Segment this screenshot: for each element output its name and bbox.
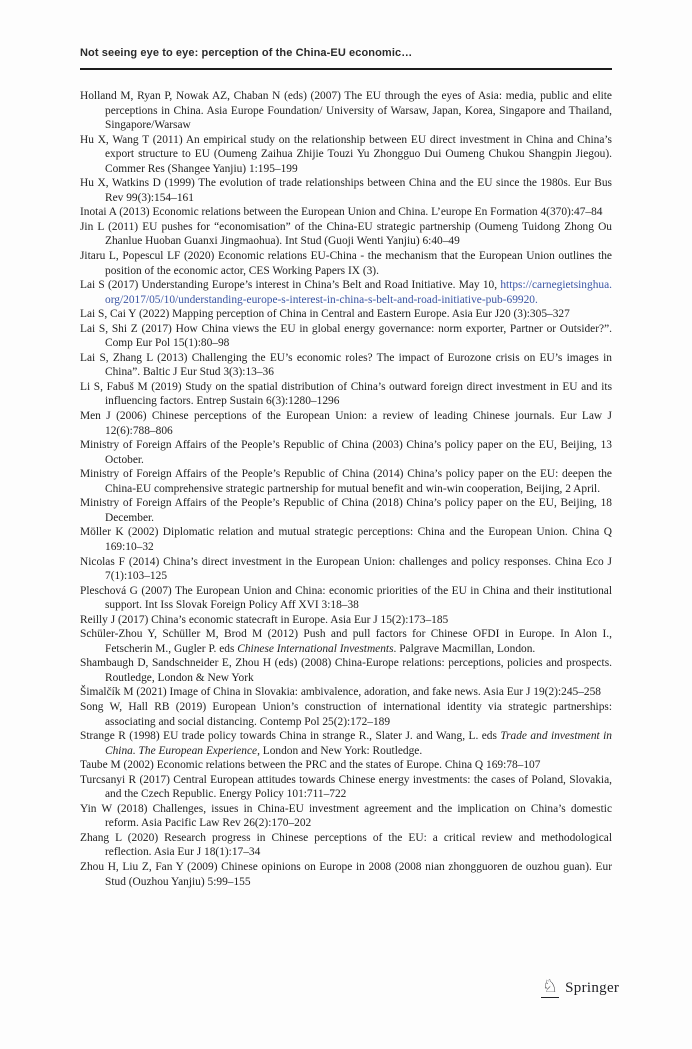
reference-text: Shambaugh D, Sandschneider E, Zhou H (eds) (2008) China-Europe relations: perceptions, policies and prospects. Routledge, London & New York (80, 657, 612, 684)
reference-text: Nicolas F (2014) China’s direct investment in the European Union: challenges and policy responses. China Eco J 7(1):103–125 (80, 555, 612, 583)
reference-item (80, 831, 612, 860)
reference-text: Ministry of Foreign Affairs of the People’s Republic of China (2018) China’s policy paper on the EU, Beijing, 18 December. (80, 497, 612, 524)
springer-knight-icon: ♘ (542, 976, 559, 997)
reference-item (80, 584, 612, 613)
reference-item (80, 555, 612, 584)
reference-item (80, 685, 612, 700)
reference-item (80, 438, 612, 467)
reference-text: Hu X, Watkins D (1999) The evolution of trade relationships between China and the EU since the 1980s. Eur Bus Rev 99(3):154–161 (80, 177, 612, 204)
reference-item (80, 133, 612, 177)
reference-text: , London and New York: Routledge. (257, 744, 423, 757)
reference-item (80, 322, 612, 351)
reference-item (80, 176, 612, 205)
reference-text: Taube M (2002) Economic relations between the PRC and the states of Europe. China Q 169:78–107 (80, 759, 541, 772)
reference-text: Reilly J (2017) China’s economic statecraft in Europe. Asia Eur J 15(2):173–185 (80, 613, 449, 626)
springer-logo (541, 978, 619, 998)
reference-item (80, 627, 612, 656)
reference-link[interactable]: https://carnegietsinghua.org/2017/05/10/understanding-europe-s-interest-in-china-s-belt-and-road-initiative-pub-69920. (105, 279, 612, 306)
reference-item (80, 496, 612, 525)
reference-item (80, 351, 612, 380)
reference-text: Ministry of Foreign Affairs of the People’s Republic of China (2014) China’s policy paper on the EU: deepen the China-EU comprehensive strategic partnership for mutual benefit and win-win cooperation, Beijing, 2 April. (80, 468, 612, 495)
reference-text: Holland M, Ryan P, Nowak AZ, Chaban N (eds) (2007) The EU through the eyes of Asia: media, public and elite perceptions in China. Asia Europe Foundation/ University of Warsaw, Japan, Korea, Singapore and Thailand, Singapore/Warsaw (80, 90, 612, 132)
reference-item (80, 773, 612, 802)
reference-text: Jin L (2011) EU pushes for “economisation” of the China-EU strategic partnership (Oumeng Tuidong Zhong Ou Zhanlue Huoban Guanxi Jingmaohua). Int Stud (Guoji Wenti Yanjiu) 6:40–49 (80, 220, 612, 248)
reference-text: Turcsanyi R (2017) Central European attitudes towards Chinese energy investments: the cases of Poland, Slovakia, and the Czech Republic. Energy Policy 101:711–722 (80, 773, 612, 801)
publisher-name: Springer (565, 979, 620, 996)
reference-text: Men J (2006) Chinese perceptions of the European Union: a review of leading Chinese journals. Eur Law J 12(6):788–806 (80, 410, 612, 437)
reference-italic-title: Chinese International Investments (237, 642, 394, 655)
reference-text: Šimalčík M (2021) Image of China in Slovakia: ambivalence, adoration, and fake news. Asia Eur J 19(2):245–258 (80, 686, 601, 699)
reference-item (80, 307, 612, 322)
reference-item (80, 656, 612, 685)
reference-text: Pleschová G (2007) The European Union and China: economic priorities of the EU in China and their institutional support. Int Iss Slovak Foreign Policy Aff XVI 3:18–38 (80, 584, 612, 612)
reference-text: Zhang L (2020) Research progress in Chinese perceptions of the EU: a critical review and methodological reflection. Asia Eur J 18(1):17–34 (80, 831, 612, 859)
reference-text: Möller K (2002) Diplomatic relation and mutual strategic perceptions: China and the European Union. China Q 169:10–32 (80, 526, 612, 553)
reference-item (80, 860, 612, 889)
reference-item (80, 700, 612, 729)
reference-text: Lai S, Shi Z (2017) How China views the EU in global energy governance: norm exporter, Partner or Outsider?”. Comp Eur Pol 15(1):80–98 (80, 322, 612, 350)
reference-text: Inotai A (2013) Economic relations between the European Union and China. L’europe En Formation 4(370):47–84 (80, 206, 603, 219)
reference-text: Strange R (1998) EU trade policy towards China in strange R., Slater J. and Wang, L. eds (80, 730, 501, 743)
reference-text: Li S, Fabuš M (2019) Study on the spatial distribution of China’s outward foreign direct investment in EU and its influencing factors. Entrep Sustain 6(3):1280–1296 (80, 380, 612, 408)
reference-text: Ministry of Foreign Affairs of the People’s Republic of China (2003) China’s policy paper on the EU, Beijing, 13 October. (80, 439, 612, 466)
reference-italic-title: Trade and investment in China. The European Experience (105, 730, 612, 757)
reference-text: Lai S (2017) Understanding Europe’s interest in China’s Belt and Road Initiative. May 10, (80, 279, 501, 292)
running-head: Not seeing eye to eye: perception of the China-EU economic… (80, 47, 413, 59)
reference-item (80, 249, 612, 278)
reference-item (80, 729, 612, 758)
reference-text: Lai S, Zhang L (2013) Challenging the EU’s economic roles? The impact of Eurozone crisis on EU’s images in China”. Baltic J Eur Stud 3(3):13–36 (80, 351, 612, 379)
reference-text: Hu X, Wang T (2011) An empirical study on the relationship between EU direct investment in China and China’s export structure to EU (Oumeng Zaihua Zhijie Touzi Yu Zhongguo Dui Oumeng Chukou Shangpin Jiegou). Commer Res (Shangee Yanjiu) 1:195–199 (80, 133, 612, 175)
reference-item (80, 409, 612, 438)
reference-text: Lai S, Cai Y (2022) Mapping perception of China in Central and Eastern Europe. Asia Eur J20 (3):305–327 (80, 308, 570, 321)
reference-item (80, 802, 612, 831)
reference-text: Yin W (2018) Challenges, issues in China-EU investment agreement and the implication on China’s domestic reform. Asia Pacific Law Rev 26(2):170–202 (80, 802, 612, 830)
reference-item (80, 467, 612, 496)
reference-item (80, 525, 612, 554)
references-list (80, 89, 612, 889)
reference-item (80, 758, 612, 773)
reference-text: Zhou H, Liu Z, Fan Y (2009) Chinese opinions on Europe in 2008 (2008 nian zhongguoren de ouzhou guan). Eur Stud (Ouzhou Yanjiu) 5:99–155 (80, 860, 612, 888)
reference-item (80, 380, 612, 409)
reference-item (80, 220, 612, 249)
reference-item (80, 278, 612, 307)
reference-text: Schüler-Zhou Y, Schüller M, Brod M (2012) Push and pull factors for Chinese OFDI in Europe. In Alon I., Fetscherin M., Gugler P. eds (80, 628, 612, 655)
reference-item (80, 205, 612, 220)
reference-text: Song W, Hall RB (2019) European Union’s construction of international identity via strategic partnerships: associating and social distancing. Contemp Pol 25(2):172–189 (80, 700, 612, 728)
reference-text: . Palgrave Macmillan, London. (393, 642, 536, 655)
header-rule (80, 68, 612, 70)
reference-item (80, 613, 612, 628)
reference-text: Jitaru L, Popescul LF (2020) Economic relations EU-China - the mechanism that the European Union outlines the position of the economic actor, CES Working Papers IX (3). (80, 250, 612, 277)
reference-item (80, 89, 612, 133)
